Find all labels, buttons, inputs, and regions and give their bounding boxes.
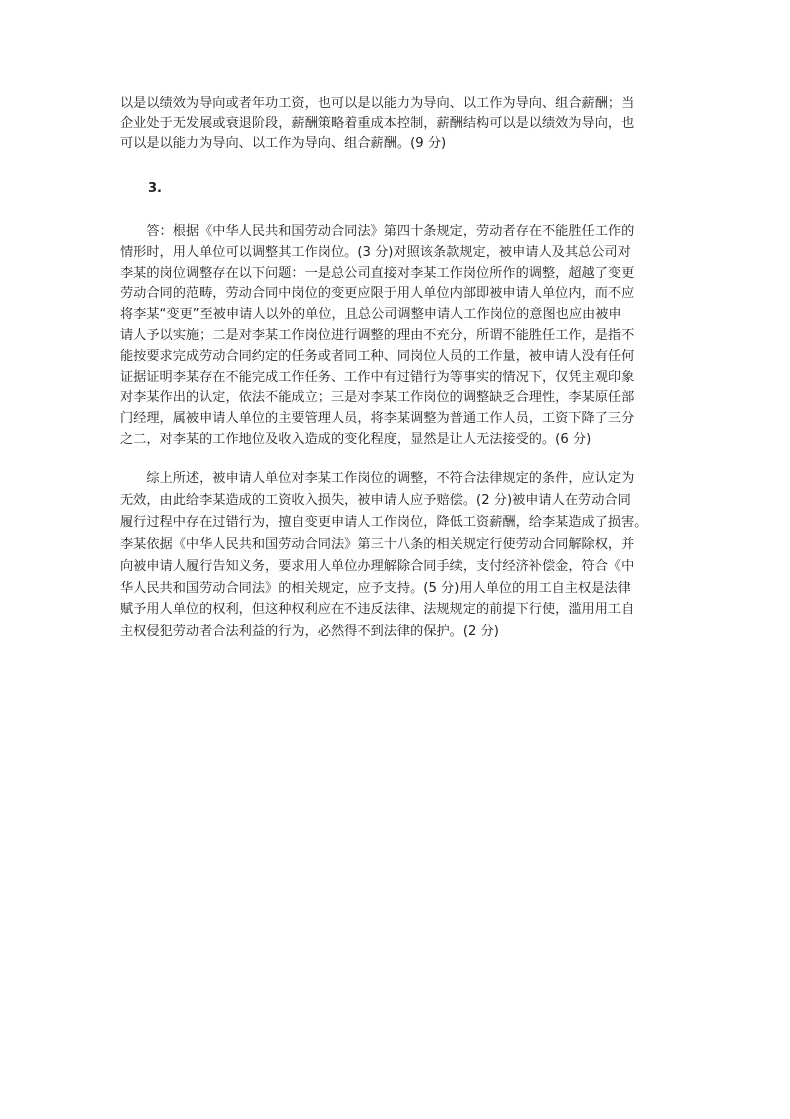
text-line: 以是以绩效为导向或者年功工资，也可以是以能力为导向、以工作为导向、组合薪酬；当 (120, 96, 635, 111)
question-number: 3. (148, 181, 162, 196)
text-line: 之二，对李某的工作地位及收入造成的变化程度，显然是让人无法接受的。(6 分) (120, 431, 592, 447)
text-line: 华人民共和国劳动合同法》的相关规定，应予支持。(5 分)用人单位的用工自主权是法律 (120, 580, 631, 596)
text-line: 无效，由此给李某造成的工资收入损失，被申请人应予赔偿。(2 分)被申请人在劳动合同 (120, 492, 631, 508)
text-line: 能按要求完成劳动合同约定的任务或者同工种、同岗位人员的工作量，被申请人没有任何 (120, 348, 635, 364)
text-line: 企业处于无发展或衰退阶段，薪酬策略着重成本控制，薪酬结构可以是以绩效为导向，也 (120, 116, 635, 131)
text-line: 李某依据《中华人民共和国劳动合同法》第三十八条的相关规定行使劳动合同解除权，并 (120, 536, 635, 552)
text-line: 可以是以能力为导向、以工作为导向、组合薪酬。(9 分) (120, 136, 447, 151)
text-line: 请人予以实施；二是对李某工作岗位进行调整的理由不充分，所谓不能胜任工作，是指不 (120, 327, 635, 343)
text-line: 将李某“变更”至被申请人以外的单位，且总公司调整申请人工作岗位的意图也应由被申 (120, 307, 622, 323)
text-line: 赋予用人单位的权利，但这种权利应在不违反法律、法规规定的前提下行使，滥用用工自 (120, 602, 635, 618)
text-line: 履行过程中存在过错行为，擅自变更申请人工作岗位，降低工资薪酬，给李某造成了损害。 (120, 514, 648, 530)
text-line: 李某的岗位调整存在以下问题：一是总公司直接对李某工作岗位所作的调整，超越了变更 (120, 265, 635, 281)
text-line: 综上所述，被申请人单位对李某工作岗位的调整，不符合法律规定的条件，应认定为 (120, 471, 635, 486)
paragraph-answer (120, 222, 680, 451)
text-line: 门经理，属被申请人单位的主要管理人员，将李某调整为普通工作人员，工资下降了三分 (120, 411, 635, 427)
text-line: 主权侵犯劳动者合法利益的行为，必然得不到法律的保护。(2 分) (120, 624, 499, 640)
text-line: 情形时，用人单位可以调整其工作岗位。(3 分)对照该条款规定，被申请人及其总公司对 (120, 244, 631, 260)
text-line: 证据证明李某存在不能完成工作任务、工作中有过错行为等事实的情况下，仅凭主观印象 (120, 369, 635, 385)
paragraph-salary-strategy (120, 94, 680, 154)
text-line: 答：根据《中华人民共和国劳动合同法》第四十条规定，劳动者存在不能胜任工作的 (120, 224, 635, 239)
text-line: 向被申请人履行告知义务，要求用人单位办理解除合同手续，支付经济补偿金，符合《中 (120, 558, 635, 574)
paragraph-conclusion (120, 468, 680, 643)
text-line: 劳动合同的范畴，劳动合同中岗位的变更应限于用人单位内部即被申请人单位内，而不应 (120, 286, 635, 302)
text-line: 对李某作出的认定，依法不能成立；三是对李某工作岗位的调整缺乏合理性，李某原任部 (120, 390, 635, 406)
